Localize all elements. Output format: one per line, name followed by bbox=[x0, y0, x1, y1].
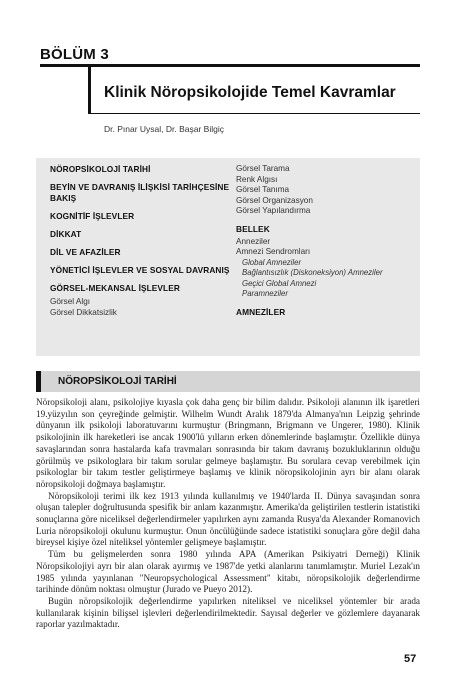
title-rule bbox=[88, 113, 420, 114]
toc-entry: Görsel Dikkatsizlik bbox=[50, 307, 117, 317]
toc-heading: NÖROPSİKOLOJİ TARİHİ bbox=[50, 164, 151, 174]
paragraph: Nöropsikoloji terimi ilk kez 1913 yılında kullanılmış ve 1940'larda II. Dünya savaşından sonra oluşan talepler doğrultusunda spesifik bir anlam kazanmıştır. Amerika'da geliştirilen testlerin istatistiki sonuçlarına göre niceliksel değerlendirmeler yapılırken aynı zamanda Rusya'da Alexander Romanovich Luria nöropsikoloji okulunu kurmuştur. Onun öncülüğünde sadece istatistiki sonuçlara göre değil daha bireysel kişiye özel niteliksel yöntemler gelişmeye başlamıştır. bbox=[36, 490, 420, 548]
toc-heading: BELLEK bbox=[236, 223, 270, 234]
toc-entry: Görsel Tanıma bbox=[236, 185, 290, 194]
toc-entry: Amnezi Sendromları bbox=[236, 247, 311, 256]
toc-entry: Görsel Yapılandırma bbox=[236, 206, 311, 215]
toc-entry: Paramneziler bbox=[242, 289, 288, 298]
paragraph: Tüm bu gelişmelerden sonra 1980 yılında APA (Amerikan Psikiyatri Derneği) Klinik Nöropsikolojiyi ayrı bir alan olarak ayırmış ve 1987'de yetki alanlarını tanımlamıştır. Muriel Lezak'ın 1985 yılında yayınlanan "Neuropsychological Assessment" kitabı, nöropsikolojik değerlendirme tarihinde dönüm noktası olmuştur (Jurado ve Pueyo 2012). bbox=[36, 549, 420, 595]
toc-heading: DİL VE AFAZİLER bbox=[50, 247, 121, 257]
authors: Dr. Pınar Uysal, Dr. Başar Bilgiç bbox=[104, 124, 224, 134]
chapter-label: BÖLÜM 3 bbox=[40, 46, 109, 63]
toc-right-column bbox=[236, 164, 416, 318]
toc-heading: BAKIŞ bbox=[50, 193, 77, 203]
toc-entry: Renk Algısı bbox=[236, 174, 278, 184]
table-of-contents bbox=[36, 158, 420, 356]
chapter-title: Klinik Nöropsikolojide Temel Kavramlar bbox=[104, 84, 396, 101]
section-accent bbox=[36, 371, 41, 392]
section-title: NÖROPSİKOLOJİ TARİHİ bbox=[58, 376, 177, 387]
title-vertical-rule bbox=[88, 64, 91, 114]
toc-entry: Anneziler bbox=[236, 236, 271, 246]
toc-entry: Geçici Global Amnezi bbox=[242, 278, 317, 288]
toc-heading: BEYİN VE DAVRANIŞ İLİŞKİSİ TARİHÇESİNE bbox=[50, 182, 230, 192]
page-number: 57 bbox=[404, 653, 417, 665]
toc-entry: Global Amneziler bbox=[242, 257, 302, 267]
toc-left-column bbox=[50, 164, 240, 318]
toc-entry: Görsel Organizasyon bbox=[236, 195, 313, 205]
paragraph: Bugün nöropsikolojik değerlendirme yapılırken niteliksel ve niceliksel yöntemler bir arada kullanılarak kişinin bilişsel işlevleri değerlendirilmektedir. Sayısal değerler ve gözlemlere dayanarak raporlar yazılmaktadır. bbox=[36, 595, 420, 630]
toc-heading: GÖRSEL-MEKANSAL İŞLEVLER bbox=[50, 283, 180, 293]
toc-heading: DİKKAT bbox=[50, 229, 82, 239]
body-text bbox=[36, 397, 420, 631]
toc-entry: Bağlantısızlık (Diskoneksiyon) Amneziler bbox=[242, 268, 383, 277]
toc-entry: Görsel Tarama bbox=[236, 164, 290, 173]
paragraph: Nöropsikoloji alanı, psikolojiye kıyasla çok daha genç bir bilim dalıdır. Psikoloji alanının ilk işaretleri 19.yüzyılın son çeyreğinde gelmiştir. Wilhelm Wundt Aralık 1879'da Almanya'nın Leipzig şehrinde dünyanın ilk psikoloji laboratuvarını kurmuştur (Bringmann, Brigmann ve Ungerer, 1980). Klinik psikolojinin ilk hareketleri ise ancak 1900'lü yılların erken dönemlerinde başlamıştır. Özellikle dünya savaşlarından sonra hastalarda kafa travmaları sonrasında bir takım davranış bozukluklarının olduğu görülmüş ve psikologlara bir takım sorular gelmeye başlamıştır. Bu sorulara cevap verebilmek için psikologlar bir takım testler geliştirmeye başlamış ve klinik nöropsikolojinin ayrı bir alanı olarak nöropsikoloji doğmaya başlamıştır. bbox=[36, 397, 420, 489]
chapter-rule bbox=[40, 64, 420, 67]
toc-entry: Görsel Algı bbox=[50, 297, 91, 306]
section-header-bar bbox=[36, 371, 420, 392]
toc-heading: KOGNİTİF İŞLEVLER bbox=[50, 211, 135, 221]
toc-heading: AMNEZİLER bbox=[236, 306, 286, 317]
toc-heading: YÖNETİCİ İŞLEVLER VE SOSYAL DAVRANIŞ bbox=[50, 265, 230, 275]
